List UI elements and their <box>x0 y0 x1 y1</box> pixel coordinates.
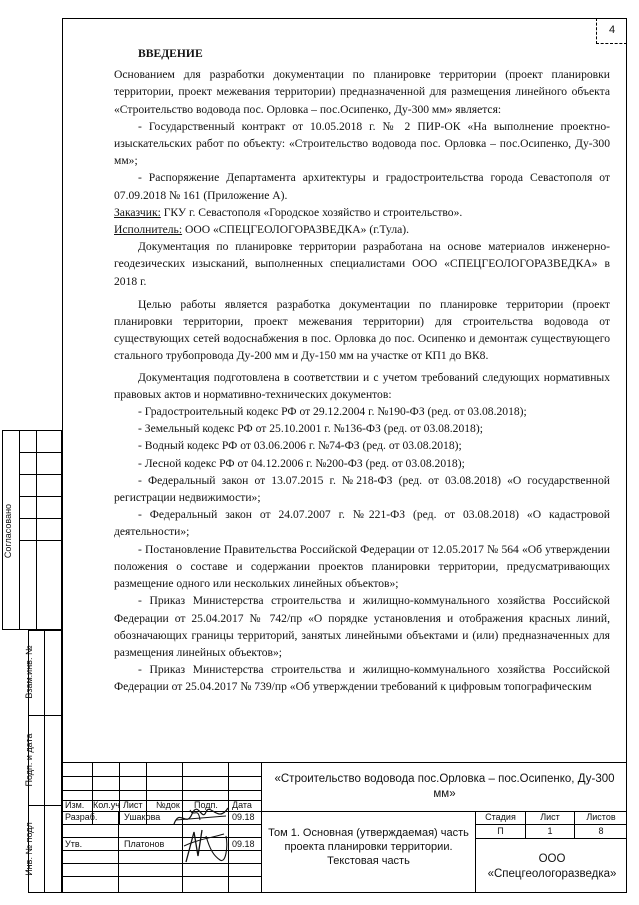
customer-line <box>114 204 610 221</box>
page-number: 4 <box>596 18 627 44</box>
name-developer: Ушакова <box>124 812 161 822</box>
role-approved: Утв. <box>65 839 83 849</box>
paragraph: - Распоряжение Департамента архитектуры и градостроительства города Севастополя от 07.09.2018 № 161 (Приложение А). <box>114 171 610 202</box>
sheet-value: 1 <box>547 826 553 836</box>
sign-date-label: Подп. и дата <box>24 733 34 787</box>
stage-value: П <box>497 826 504 836</box>
paragraph: - Государственный контракт от 10.05.2018 г. № 2 ПИР-ОК «На выполнение проектно-изыскательских работ по объекту: «Строительство водовода пос. Орловка – пос.Осипенко, Ду-300 мм»; <box>114 119 610 168</box>
customer-text: ГКУ г. Севастополя «Городское хозяйство и строительство». <box>160 205 463 219</box>
col-list: Лист <box>123 800 143 810</box>
col-date: Дата <box>232 800 252 810</box>
col-podp: Подп. <box>194 800 218 810</box>
section-heading: ВВЕДЕНИЕ <box>138 47 203 60</box>
paragraph: Документация подготовлена в соответствии и с учетом требований следующих нормативных правовых актов и нормативно-технических документов: <box>114 370 610 401</box>
col-izm: Изм. <box>65 800 85 810</box>
stage-header: Стадия <box>485 812 516 822</box>
project-title: «Строительство водовода пос.Орловка – пос.Осипенко, Ду-300 мм» <box>274 773 615 800</box>
name-approved: Платонов <box>124 839 165 849</box>
col-ndok: №док <box>156 800 180 810</box>
document-body <box>114 45 610 696</box>
sheets-value: 8 <box>598 826 604 836</box>
paragraph: Документация по планировке территории разработана на основе материалов инженерно-геодезических изысканий, выполненных специалистами ООО «СПЕЦГЕОЛОГОРАЗВЕДКА» в 2018 г. <box>114 240 610 288</box>
list-item: - Федеральный закон от 13.07.2015 г. №218-ФЗ (ред. от 03.08.2018) «О государственной регистрации недвижимости»; <box>114 473 610 505</box>
paragraph: Основанием для разработки документации по планировке территории (проект планировки территории, проект межевания территории) предназначенной для размещения линейного объекта «Строительство водовода пос. Орловка – пос.Осипенко, Ду-300 мм» является: <box>114 68 610 116</box>
list-item: - Лесной кодекс РФ от 04.12.2006 г. №200-ФЗ (ред. от 03.08.2018); <box>138 456 465 470</box>
contractor-line <box>114 221 610 238</box>
sheets-header: Листов <box>586 812 616 822</box>
list-item: - Приказ Министерства строительства и жилищно-коммунального хозяйства Российской Федерации от 25.04.2017 № 739/пр «Об утверждении требований к цифровым топографическим <box>114 663 610 694</box>
col-kol: Кол.уч <box>93 800 120 810</box>
contractor-text: ООО «СПЕЦГЕОЛОГОРАЗВЕДКА» (г.Тула). <box>182 223 410 237</box>
list-item: - Приказ Министерства строительства и жилищно-коммунального хозяйства Российской Федерации от 25.04.2017 № 742/пр «О порядке установления и отображения красных линий, обозначающих границы территорий, занятых линейными объектами и (или) предназначенных для размещения линейных объектов»; <box>114 594 610 659</box>
title-block <box>62 762 627 893</box>
role-developer: Разраб. <box>65 812 98 822</box>
list-item: - Федеральный закон от 24.07.2007 г. №221-ФЗ (ред. от 03.08.2018) «О кадастровой деятельности»; <box>114 508 610 539</box>
paragraph: Целью работы является разработка документации по планировке территории (проект планировки территории, проект межевания территории) для строительства водовода от существующих сетей водоснабжения в пос. Орловка до пос. Осипенко и демонтаж существующего стального трубопровода Ду-200 мм и Ду-150 мм на участке от КП1 до ВК8. <box>114 297 610 363</box>
sheet-header: Лист <box>540 812 560 822</box>
company-name: ООО «Спецгеологоразведка» <box>487 853 617 880</box>
inv-orig-label: Инв. № подл <box>24 822 34 876</box>
agreed-label: Согласовано <box>3 503 13 559</box>
date-developer: 09.18 <box>232 812 255 822</box>
list-item: - Градостроительный кодекс РФ от 29.12.2004 г. №190-ФЗ (ред. от 03.08.2018); <box>138 405 527 419</box>
list-item: - Водный кодекс РФ от 03.06.2006 г. №74-ФЗ (ред. от 03.08.2018); <box>138 439 462 453</box>
list-item: - Земельный кодекс РФ от 25.10.2001 г. №136-ФЗ (ред. от 03.08.2018); <box>138 422 483 436</box>
list-item: - Постановление Правительства Российской Федерации от 12.05.2017 № 564 «Об утверждении положения о составе и содержании проектов планировки территории, предусматривающих размещение одного или нескольких линейных объектов»; <box>114 542 610 591</box>
contractor-label: Исполнитель: <box>114 223 183 237</box>
document-title: Том 1. Основная (утверждаемая) часть проекта планировки территории. Текстовая часть <box>268 827 469 867</box>
customer-label: Заказчик: <box>114 205 161 219</box>
replaced-inv-label: Взам.инв. № <box>24 645 34 699</box>
signature-approver <box>180 826 232 866</box>
date-approved: 09.18 <box>232 839 255 849</box>
